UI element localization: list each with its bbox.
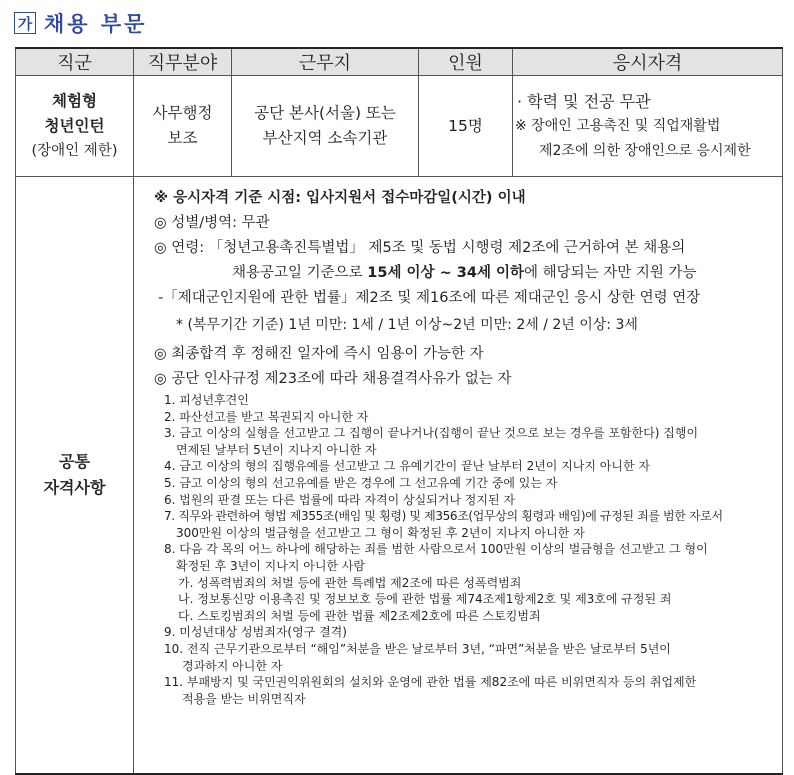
section-marker: 가 [14, 12, 36, 34]
appointment-requirement: ◎ 최종합격 후 정해진 일자에 즉시 임용이 가능한 자 [154, 346, 484, 362]
count-cell: 15명 [419, 76, 513, 177]
common-category-cell [16, 177, 134, 775]
category-line: (장애인 제한) [31, 142, 118, 159]
location-cell [232, 76, 419, 177]
age-requirement-cont [134, 264, 782, 282]
list-item: 경과하지 아니한 자 [182, 658, 283, 673]
col-header-field: 직무분야 [134, 48, 232, 76]
col-header-category: 직군 [16, 48, 134, 76]
gender-requirement: ◎ 성별/병역: 무관 [154, 215, 270, 231]
header-row [16, 48, 783, 76]
disqualification-list [134, 392, 782, 707]
list-item: 6. 법원의 판결 또는 다른 법률에 따라 자격이 상실되거나 정지된 자 [164, 492, 515, 507]
recruitment-table [15, 47, 783, 775]
list-item: 4. 금고 이상의 형의 집행유예를 선고받고 그 유예기간이 끝난 날부터 2년이 지나지 아니한 자 [164, 459, 650, 474]
category-line: 청년인턴 [44, 116, 105, 135]
age-requirement: ◎ 연령: 「청년고용촉진특별법」 제5조 및 동법 시행령 제2조에 근거하여 본 채용의 [154, 240, 686, 256]
common-category-line: 자격사항 [43, 478, 106, 497]
field-line: 사무행정 [152, 104, 213, 122]
list-item: 다. 스토킹범죄의 처벌 등에 관한 법률 제2조제2호에 따른 스토킹범죄 [178, 608, 541, 623]
list-item: 8. 다음 각 목의 어느 하나에 해당하는 죄를 범한 사람으로서 100만원 이상의 벌금형을 선고받고 그 형이 [164, 542, 708, 557]
basis-note: ※ 응시자격 기준 시점: 입사지원서 접수마감일(시간) 이내 [154, 190, 526, 206]
list-item: 확정된 후 3년이 지나지 아니한 사람 [176, 558, 365, 573]
list-item: 11. 부패방지 및 국민권익위원회의 설치와 운영에 관한 법률 제82조에 따른 비위면직자 등의 취업제한 [164, 675, 697, 690]
common-requirements-cell [134, 177, 783, 775]
section-title: 채용 부문 [44, 12, 148, 36]
qualification-line: ※ 장애인 고용촉진 및 직업재활법 [515, 117, 721, 134]
age-range: 15세 이상 ~ 34세 이하 [367, 265, 525, 281]
age-text: 에 해당되는 자만 지원 가능 [524, 265, 697, 281]
list-item: 1. 피성년후견인 [164, 393, 249, 407]
hr-rule-requirement: ◎ 공단 인사규정 제23조에 따라 채용결격사유가 없는 자 [154, 371, 512, 387]
col-header-qualification: 응시자격 [513, 48, 783, 76]
veteran-extension: -「제대군인지원에 관한 법률」제2조 및 제16조에 따른 제대군인 응시 상한 연령 연장 [158, 290, 701, 306]
category-cell [16, 76, 134, 177]
category-line: 체험형 [52, 91, 97, 110]
qualification-line: · 학력 및 전공 무관 [517, 91, 651, 111]
section-heading [14, 9, 147, 37]
field-line: 보조 [167, 129, 198, 147]
list-item: 3. 금고 이상의 실형을 선고받고 그 집행이 끝나거나(집행이 끝난 것으로 보는 경우를 포함한다) 집행이 [164, 426, 699, 441]
list-item: 300만원 이상의 벌금형을 선고받고 그 형이 확정된 후 2년이 지나지 아니한 자 [176, 525, 585, 540]
field-cell [134, 76, 232, 177]
list-item: 9. 미성년대상 성범죄자(영구 결격) [164, 625, 347, 640]
table-row [16, 177, 783, 775]
location-line: 부산지역 소속기관 [262, 129, 388, 147]
list-item: 10. 전직 근무기관으로부터 “해임”처분을 받은 날로부터 3년, “파면”처분을 받은 날로부터 5년이 [164, 641, 671, 656]
list-item: 면제된 날부터 5년이 지나지 아니한 자 [176, 442, 377, 457]
qualification-line: 제2조에 의한 장애인으로 응시제한 [539, 142, 751, 159]
col-header-location: 근무지 [232, 48, 419, 76]
service-period-note: * (복무기간 기준) 1년 미만: 1세 / 1년 이상~2년 미만: 2세 / 2년 이상: 3세 [176, 317, 638, 333]
location-line: 공단 본사(서울) 또는 [254, 104, 396, 122]
col-header-count: 인원 [419, 48, 513, 76]
list-item: 가. 성폭력범죄의 처벌 등에 관한 특례법 제2조에 따른 성폭력범죄 [178, 575, 522, 590]
table-row [16, 76, 783, 177]
list-item: 7. 직무와 관련하여 형법 제355조(배임 및 횡령) 및 제356조(업무상의 횡령과 배임)에 규정된 죄를 범한 자로서 [164, 509, 723, 524]
qualification-cell [513, 76, 783, 177]
common-category-line: 공통 [59, 452, 90, 471]
list-item: 적용을 받는 비위면직자 [182, 691, 306, 706]
age-text: 채용공고일 기준으로 [232, 265, 368, 281]
list-item: 5. 금고 이상의 형의 선고유예를 받은 경우에 그 선고유예 기간 중에 있는 자 [164, 475, 558, 490]
list-item: 2. 파산선고를 받고 복권되지 아니한 자 [164, 409, 369, 424]
list-item: 나. 정보통신망 이용촉진 및 정보보호 등에 관한 법률 제74조제1항제2호 및 제3호에 규정된 죄 [178, 592, 672, 607]
